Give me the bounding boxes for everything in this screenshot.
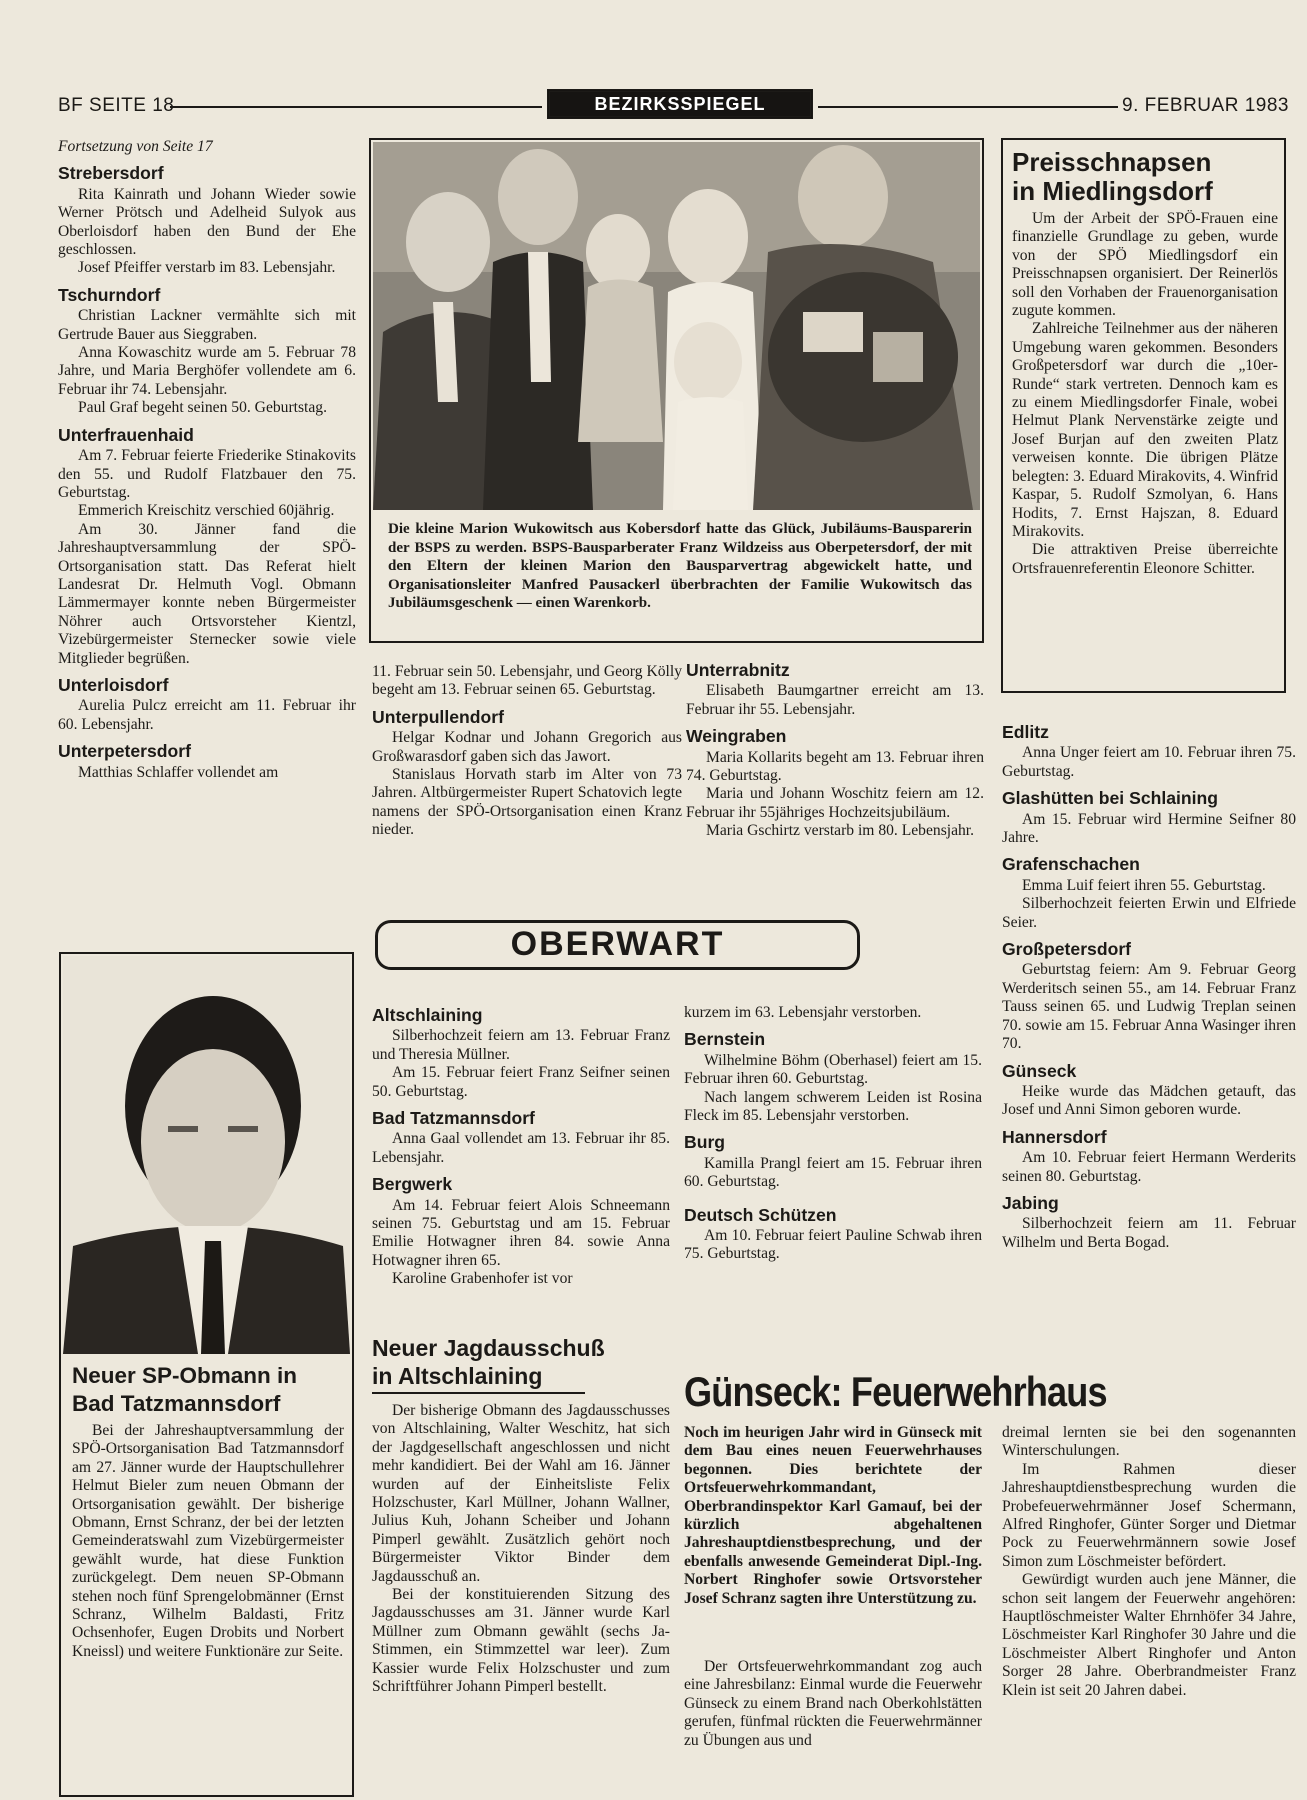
paragraph: Wilhelmine Böhm (Oberhasel) feiert am 15. Februar ihren 60. Geburtstag. xyxy=(684,1051,982,1088)
paragraph: Rita Kainrath und Johann Wieder sowie Werner Prötsch und Adelheid Sulyok aus Oberloisdorf haben den Bund der Ehe geschlossen. xyxy=(58,185,356,259)
masthead xyxy=(547,89,813,119)
headline-line: Bad Tatzmannsdorf xyxy=(72,1391,281,1416)
paragraph: dreimal lernten sie bei den sogenannten Winterschulungen. xyxy=(1002,1424,1296,1460)
page-number: BF SEITE 18 xyxy=(58,95,175,116)
section-title: Unterfrauenhaid xyxy=(58,424,194,445)
column-4 xyxy=(1002,723,1296,1252)
headline-line: in Altschlaining xyxy=(372,1363,543,1389)
paragraph: Maria Kollarits begeht am 13. Februar ihren 74. Geburtstag. xyxy=(686,748,984,785)
paragraph: Silberhochzeit feiern am 13. Februar Franz und Theresia Müllner. xyxy=(372,1027,670,1063)
feuerwehr-col-a xyxy=(684,1424,982,1608)
paragraph: Maria und Johann Woschitz feiern am 12. Februar ihr 55jähriges Hochzeitsjubiläum. xyxy=(686,785,984,821)
portrait-drawing xyxy=(63,956,350,1354)
section-title: Unterloisdorf xyxy=(58,674,169,695)
paragraph: Am 15. Februar wird Hermine Seifner 80 Jahre. xyxy=(1002,810,1296,847)
photo-caption: Die kleine Marion Wukowitsch aus Kobersdorf hatte das Glück, Jubiläums-Bausparerin der BSPS zu werden. BSPS-Bausparberater Franz Wildzeiss aus Oberpetersdorf, der mit den Eltern der kleinen Marion den Bausparvertrag abgewickelt hatte, und Organisationsleiter Manfred Pausackerl überbrachten der Familie Wukowitsch das Jubiläumsgeschenk — einen Warenkorb. xyxy=(388,521,972,611)
paragraph: Im Rahmen dieser Jahreshauptdienstbesprechung wurden die Probefeuerwehrmänner Josef Schermann, Alfred Ringhofer, Günter Sorger und Dietmar Pock zu Feuerwehrmännern sowie Josef Simon zum Löschmeister befördert. xyxy=(1002,1460,1296,1570)
paragraph: Silberhochzeit feiern am 11. Februar Wilhelm und Berta Bogad. xyxy=(1002,1215,1296,1251)
paragraph: Anna Kowaschitz wurde am 5. Februar 78 Jahre, und Maria Berghöfer vollendete am 6. Februar ihr 74. Lebensjahr. xyxy=(58,344,356,398)
masthead-label: BEZIRKSSPIEGEL xyxy=(594,94,766,114)
paragraph: Bei der Jahreshauptversammlung der SPÖ-Ortsorganisation Bad Tatzmannsdorf am 27. Jänner wurde der Hauptschullehrer Helmut Bieler zum neuen Obmann der Ortsorganisation gewählt. Der bisherige Obmann, Ernst Schranz, der bei der letzten Gemeinderatswahl zum Vizebürgermeister gewählt wurde, hat diese Funktion zurückgelegt. Dem neuen SP-Obmann stehen noch fünf Sprengelobmänner (Ernst Schranz, Wilhelm Baldasti, Fritz Ochsenhofer, Eugen Drobits und Norbert Kneissl) und weitere Funktionäre zur Seite. xyxy=(72,1422,344,1660)
paragraph: Nach langem schwerem Leiden ist Rosina Fleck im 85. Lebensjahr verstorben. xyxy=(684,1088,982,1125)
feuerwehr-col-b xyxy=(1002,1424,1296,1700)
paragraph: Anna Gaal vollendet am 13. Februar ihr 85. Lebensjahr. xyxy=(372,1130,670,1166)
paragraph: Matthias Schlaffer vollendet am xyxy=(78,763,279,781)
section-title: Jabing xyxy=(1002,1192,1059,1213)
paragraph: Gewürdigt wurden auch jene Männer, die schon seit langem der Feuerwehr angehören: Hauptlöschmeister Walter Ehrnhöfer 34 Jahre, Löschmeister Karl Ringhofer 30 Jahre und die Löschmeister Albert Ringhofer und Anton Sorger 28 Jahre. Oberbrandmeister Franz Klein ist seit 20 Jahren dabei. xyxy=(1002,1571,1296,1699)
section-title: Deutsch Schützen xyxy=(684,1204,837,1225)
paragraph: Aurelia Pulcz erreicht am 11. Februar ihr 60. Lebensjahr. xyxy=(58,697,356,733)
feuerwehr-headline: Günseck: Feuerwehrhaus xyxy=(684,1368,1107,1415)
column-3-low xyxy=(684,1004,982,1264)
continued-note: Fortsetzung von Seite 17 xyxy=(58,138,213,155)
section-title: Bergwerk xyxy=(372,1174,453,1195)
lead-paragraph: Noch im heurigen Jahr wird in Günseck mit dem Bau eines neuen Feuerwehrhauses begonnen. Dies berichtete der Ortsfeuerwehrkommandant, Oberbrandinspektor Karl Gamauf, bei der kürzlich abgehaltenen Jahreshauptdienstbesprechung, und der ebenfalls anwesende Gemeinderat Dipl.-Ing. Norbert Ringhofer sowie Ortsvorsteher Josef Schranz sagten ihre Unterstützung zu. xyxy=(684,1424,982,1607)
paragraph: Heike wurde das Mädchen getauft, das Josef und Anni Simon geboren wurde. xyxy=(1002,1082,1296,1119)
paragraph: Josef Pfeiffer verstarb im 83. Lebensjahr. xyxy=(78,259,336,277)
paragraph: Der Ortsfeuerwehrkommandant zog auch eine Jahresbilanz: Einmal wurde die Feuerwehr Günseck zu einem Brand nach Oberkohlstätten gerufen, fünfmal rückten die Feuerwehrmänner zu Übungen aus und xyxy=(684,1658,982,1749)
preisschnapsen-article xyxy=(1012,148,1278,578)
header-rule-right xyxy=(818,106,1118,108)
section-title: Unterpetersdorf xyxy=(58,741,191,762)
paragraph: Silberhochzeit feierten Erwin und Elfriede Seier. xyxy=(1002,895,1296,931)
paragraph: Helgar Kodnar und Johann Gregorich aus Großwarasdorf gaben sich das Jawort. xyxy=(372,729,682,765)
paragraph: Bei der konstituierenden Sitzung des Jagdausschusses am 31. Jänner wurde Karl Müllner zum Obmann gewählt (sechs Ja-Stimmen, ein Stimmzettel war leer). Zum Kassier wurde Felix Holzschuster und zum Schriftführer Johann Pimperl bestellt. xyxy=(372,1586,670,1696)
section-title: Tschurndorf xyxy=(58,284,161,305)
section-title: Bad Tatzmannsdorf xyxy=(372,1108,535,1129)
paragraph: Um der Arbeit der SPÖ-Frauen eine finanzielle Grundlage zu geben, wurde von der SPÖ Miedlingsdorf ein Preisschnapsen organisiert. Der Reinerlös soll den Vorhaben der Frauenorganisation zugute kommen. xyxy=(1012,210,1278,320)
paragraph: Elisabeth Baumgartner erreicht am 13. Februar ihr 55. Lebensjahr. xyxy=(686,682,984,718)
paragraph: Emmerich Kreischitz verschied 60jährig. xyxy=(78,502,335,520)
article-headline xyxy=(72,1362,344,1418)
feuerwehr-col-a-tail xyxy=(684,1658,982,1750)
paragraph: Christian Lackner vermählte sich mit Gertrude Bauer aus Sieggraben. xyxy=(58,307,356,343)
headline-underline xyxy=(372,1392,585,1394)
paragraph: Kamilla Prangl feiert am 15. Februar ihren 60. Geburtstag. xyxy=(684,1154,982,1191)
group-photo-drawing xyxy=(373,142,980,510)
paragraph: 11. Februar sein 50. Lebensjahr, und Georg Kölly begeht am 13. Februar seinen 65. Geburtstag. xyxy=(372,663,682,699)
paragraph: Der bisherige Obmann des Jagdausschusses von Altschlaining, Walter Weschitz, hat sich der Jagdgesellschaft angeschlossen und nicht mehr kandidiert. Bei der Wahl am 16. Jänner wurden auf der Einheitsliste Felix Holzschuster, Karl Müllner, Johann Wallner, Julius Kuh, Johann Scheiber und Johann Pimperl gewählt. Zusätzlich gehört noch Bürgermeister Viktor Binder dem Jagdausschuß an. xyxy=(372,1402,670,1585)
headline-line: Preisschnapsen xyxy=(1012,147,1212,177)
section-title: Altschlaining xyxy=(372,1005,483,1025)
jagd-article xyxy=(372,1334,670,1697)
section-title: Weingraben xyxy=(686,726,787,747)
article-headline xyxy=(1012,148,1278,206)
paragraph: Am 30. Jänner fand die Jahreshauptversammlung der SPÖ-Ortsorganisation statt. Das Referat hielt Landesrat Dr. Helmuth Vogl. Obmann Lämmermayer konnte neben Bürgermeister Nöhrer auch Ortsvorsteher Kientzl, Vizebürgermeister Sternecker sowie viele Mitglieder begrüßen. xyxy=(58,520,356,667)
header-rule-left xyxy=(170,106,542,108)
paragraph: Zahlreiche Teilnehmer aus der näheren Umgebung waren gekommen. Besonders Großpetersdorf war durch die „10er-Runde“ stark vertreten. Dennoch kam es zu einem Miedlingsdorfer Finale, wobei Helmut Plank Nervenstärke zeigte und Josef Burjan auf den zweiten Platz verweisen konnte. Die übrigen Plätze belegten: 3. Eduard Mirakovits, 4. Winfrid Kaspar, 5. Rudolf Szmolyan, 6. Hans Hodits, 7. Ernst Hajszan, 8. Eduard Mirakovits. xyxy=(1012,320,1278,540)
section-title: Bernstein xyxy=(684,1029,766,1050)
issue-date: 9. FEBRUAR 1983 xyxy=(1122,95,1289,116)
paragraph: Am 15. Februar feiert Franz Seifner seinen 50. Geburtstag. xyxy=(372,1064,670,1100)
section-title: Edlitz xyxy=(1002,722,1049,742)
paragraph: Maria Gschirtz verstarb im 80. Lebensjahr. xyxy=(706,822,975,840)
section-title: Strebersdorf xyxy=(58,163,164,184)
section-title: Glashütten bei Schlaining xyxy=(1002,788,1219,809)
headline-line: Neuer Jagdausschuß xyxy=(372,1335,605,1361)
section-title: Großpetersdorf xyxy=(1002,939,1132,960)
paragraph: Am 7. Februar feierte Friederike Stinakovits den 55. und Rudolf Flatzbauer den 75. Geburtstag. xyxy=(58,447,356,501)
paragraph: Am 14. Februar feiert Alois Schneemann seinen 75. Geburtstag und am 15. Februar Emilie Hotwagner ihren 84. sowie Anna Hotwagner ihren 65. xyxy=(372,1196,670,1269)
paragraph: Emma Luif feiert ihren 55. Geburtstag. xyxy=(1022,876,1266,894)
paragraph: Am 10. Februar feiert Pauline Schwab ihren 75. Geburtstag. xyxy=(684,1227,982,1263)
column-1 xyxy=(58,138,356,782)
region-banner xyxy=(375,920,860,970)
paragraph: Geburtstag feiern: Am 9. Februar Georg Werderitsch seinen 55., am 14. Februar Franz Tauss seinen 65. und Ludwig Treplan seinen 70. sowie am 15. Februar Anna Wasinger ihren 70. xyxy=(1002,961,1296,1053)
column-3-mid xyxy=(686,661,984,841)
obmann-article xyxy=(72,1362,344,1661)
paragraph: kurzem im 63. Lebensjahr verstorben. xyxy=(684,1004,922,1021)
paragraph: Karoline Grabenhofer ist vor xyxy=(392,1270,573,1288)
headline-line: Neuer SP-Obmann in xyxy=(72,1363,298,1388)
headline-line: in Miedlingsdorf xyxy=(1012,176,1213,206)
section-title: Unterrabnitz xyxy=(686,660,790,680)
section-title: Hannersdorf xyxy=(1002,1126,1107,1147)
column-2-mid xyxy=(372,663,682,840)
column-2-low xyxy=(372,1006,670,1289)
article-headline xyxy=(372,1334,670,1390)
paragraph: Paul Graf begeht seinen 50. Geburtstag. xyxy=(78,399,327,417)
paragraph: Am 10. Februar feiert Hermann Werderits seinen 80. Geburtstag. xyxy=(1002,1149,1296,1185)
paragraph: Die attraktiven Preise überreichte Ortsfrauenreferentin Eleonore Schitter. xyxy=(1012,541,1278,577)
portrait-photo xyxy=(63,956,350,1354)
region-banner-label: OBERWART xyxy=(510,925,725,963)
section-title: Grafenschachen xyxy=(1002,854,1140,875)
paragraph: Anna Unger feiert am 10. Februar ihren 75. Geburtstag. xyxy=(1002,744,1296,780)
group-photo xyxy=(373,142,980,510)
section-title: Unterpullendorf xyxy=(372,706,504,727)
paragraph: Stanislaus Horvath starb im Alter von 73 Jahren. Altbürgermeister Rupert Schatovich legte namens der SPÖ-Ortsorganisation einen Kranz nieder. xyxy=(372,766,682,839)
section-title: Günseck xyxy=(1002,1060,1077,1081)
section-title: Burg xyxy=(684,1132,726,1153)
